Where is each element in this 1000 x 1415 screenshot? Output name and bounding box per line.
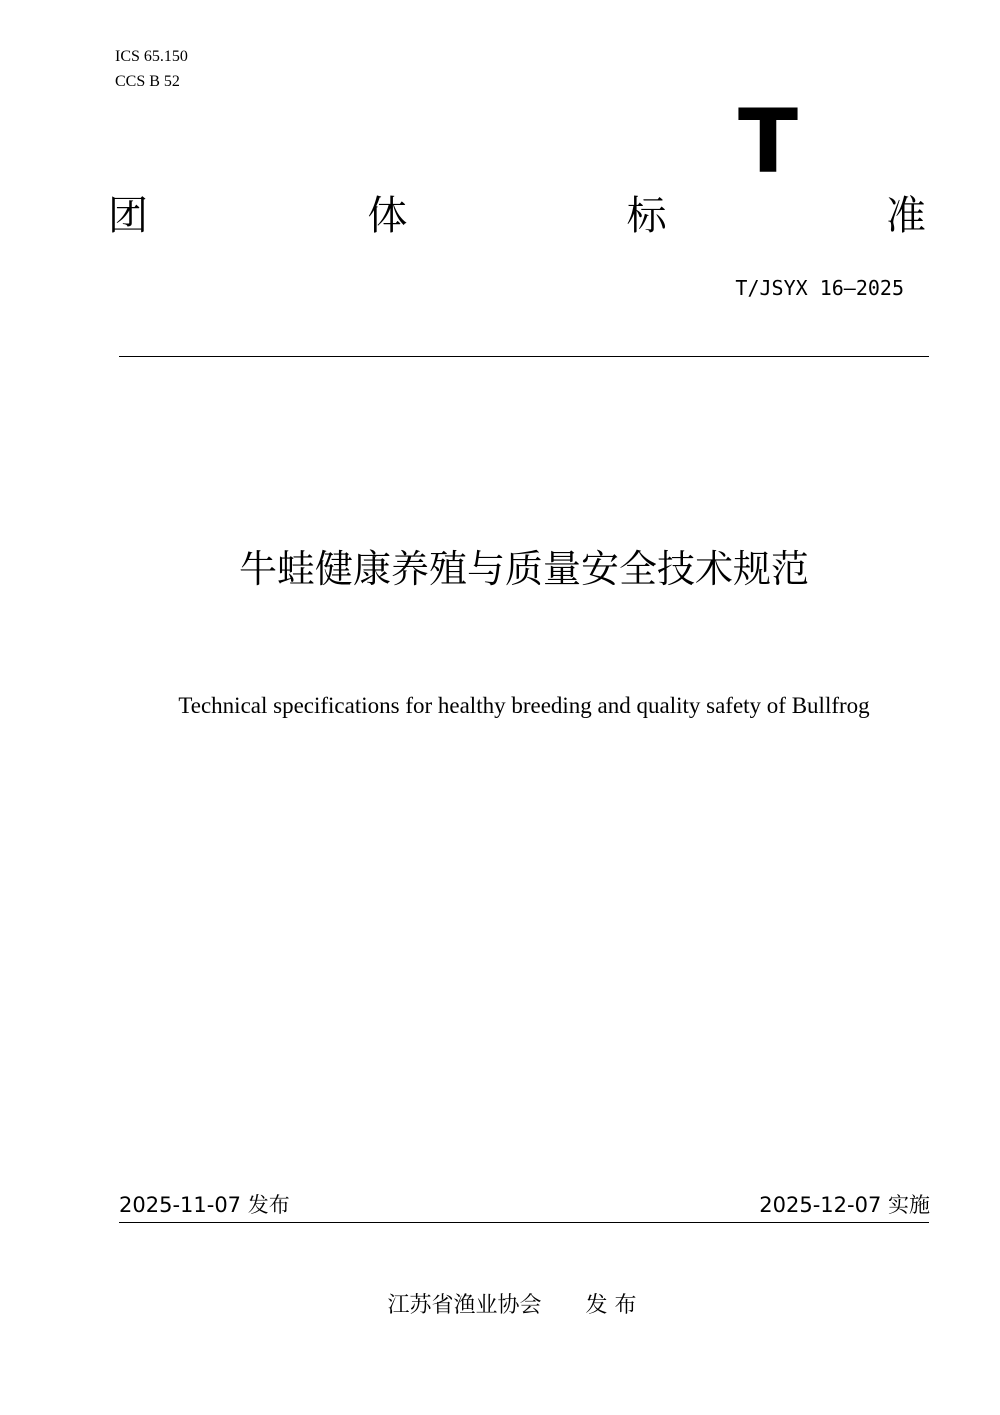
standard-type-char: 团 <box>108 193 148 239</box>
ccs-code: CCS B 52 <box>115 73 180 90</box>
standard-type-char: 体 <box>367 193 408 239</box>
publisher-action: 发 布 <box>585 1293 637 1318</box>
standard-type-char: 准 <box>885 193 926 239</box>
document-title-chinese: 牛蛙健康养殖与质量安全技术规范 <box>238 547 809 591</box>
document-title-english: Technical specifications for healthy breeding and quality safety of Bullfrog <box>178 693 870 718</box>
issue-date: 2025-11-07 发布 <box>119 1193 290 1217</box>
header-divider <box>119 356 929 357</box>
footer-divider <box>119 1222 929 1223</box>
publisher-line <box>0 1290 1000 1322</box>
publisher-name: 江苏省渔业协会 <box>387 1293 542 1318</box>
standard-type-heading <box>108 190 926 242</box>
standard-logo-letter: T <box>737 90 799 193</box>
implementation-date: 2025-12-07 实施 <box>759 1193 930 1217</box>
standard-type-char: 标 <box>626 193 667 239</box>
standard-number: T/JSYX 16—2025 <box>735 276 904 300</box>
ics-code: ICS 65.150 <box>115 48 188 65</box>
